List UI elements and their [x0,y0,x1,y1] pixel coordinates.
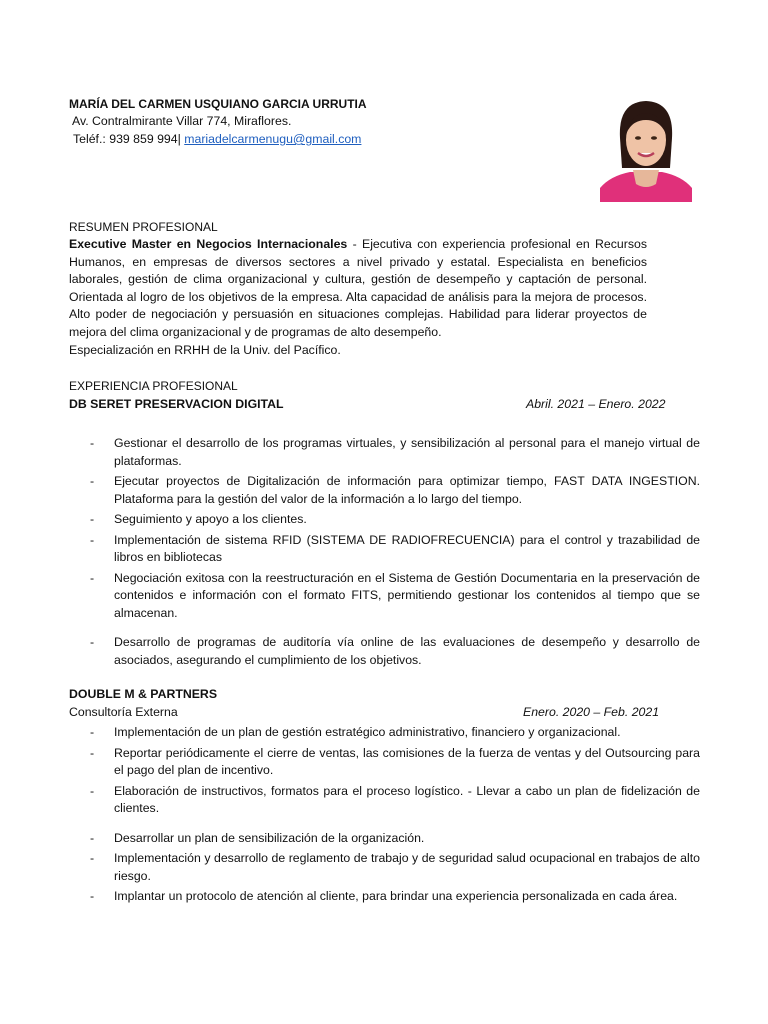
job-bullets [90,435,700,672]
list-item: - Seguimiento y apoyo a los clientes. [90,511,700,529]
phone: Teléf.: 939 859 994 [73,132,178,146]
list-item: - Implementación de sistema RFID (SISTEMA DE RADIOFRECUENCIA) para el control y trazabilidad de libros en bibliotecas [90,532,700,567]
job-dates: Enero. 2020 – Feb. 2021 [523,705,660,719]
summary-title: RESUMEN PROFESIONAL [69,220,218,234]
list-item: - Desarrollo de programas de auditoría vía online de las evaluaciones de desempeño y desarrollo de asociados, asegurando el cumplimiento de los objetivos. [90,634,700,669]
summary-body: - Ejecutiva con experiencia profesional en Recursos Humanos, en empresas de diversos sectores a nivel privado y estatal. Especialista en beneficios laborales, gestión de clima organizacional y cultura, gestión de desempeño y captación de personal. Orientada al logro de los objetivos de la empresa. Alta capacidad de análisis para la mejora de procesos. Alto poder de negociación y persuasión en situaciones complejas. Habilidad para liderar proyectos de mejora del clima organizacional y de programas de alto desempeño. [69,237,647,339]
job-role: Consultoría Externa [69,705,178,719]
list-item: - Negociación exitosa con la reestructuración en el Sistema de Gestión Documentaria en la preservación de contenidos e información con el formato FITS, permitiendo gestionar los contenidos al tiempo que se almacenan. [90,570,700,623]
list-item: - Ejecutar proyectos de Digitalización de información para optimizar tiempo, FAST DATA INGESTION. Plataforma para la gestión del valor de la información a lo largo del tiempo. [90,473,700,508]
list-item: - Gestionar el desarrollo de los programas virtuales, y sensibilización al personal para el manejo virtual de plataformas. [90,435,700,470]
email-link[interactable]: mariadelcarmenugu@gmail.com [184,132,362,146]
list-item: - Implementación de un plan de gestión estratégico administrativo, financiero y organizacional. [90,724,700,742]
list-item: - Reportar periódicamente el cierre de ventas, las comisiones de la fuerza de ventas y del Outsourcing para el pago del plan de incentivo. [90,745,700,780]
list-item: - Elaboración de instructivos, formatos para el proceso logístico. - Llevar a cabo un plan de fidelización de clientes. [90,783,700,818]
job-bullets [90,724,700,909]
job-company: DOUBLE M & PARTNERS [69,687,218,701]
separator: | [177,132,181,146]
list-item: - Implantar un protocolo de atención al cliente, para brindar una experiencia personalizada en cada área. [90,888,700,906]
candidate-name: MARÍA DEL CARMEN USQUIANO GARCIA URRUTIA [69,97,367,111]
address: Av. Contralmirante Villar 774, Miraflores. [72,114,292,128]
summary-lead: Executive Master en Negocios Internacionales [69,237,348,251]
job-dates: Abril. 2021 – Enero. 2022 [526,397,666,411]
contact-line [73,131,361,149]
profile-photo [600,98,692,202]
summary-text [69,236,647,341]
list-item: - Desarrollar un plan de sensibilización de la organización. [90,830,700,848]
experience-title: EXPERIENCIA PROFESIONAL [69,379,238,393]
list-item: - Implementación y desarrollo de reglamento de trabajo y de seguridad salud ocupacional en trabajos de alto riesgo. [90,850,700,885]
specialization: Especialización en RRHH de la Univ. del Pacífico. [69,343,341,357]
job-company: DB SERET PRESERVACION DIGITAL [69,397,284,411]
